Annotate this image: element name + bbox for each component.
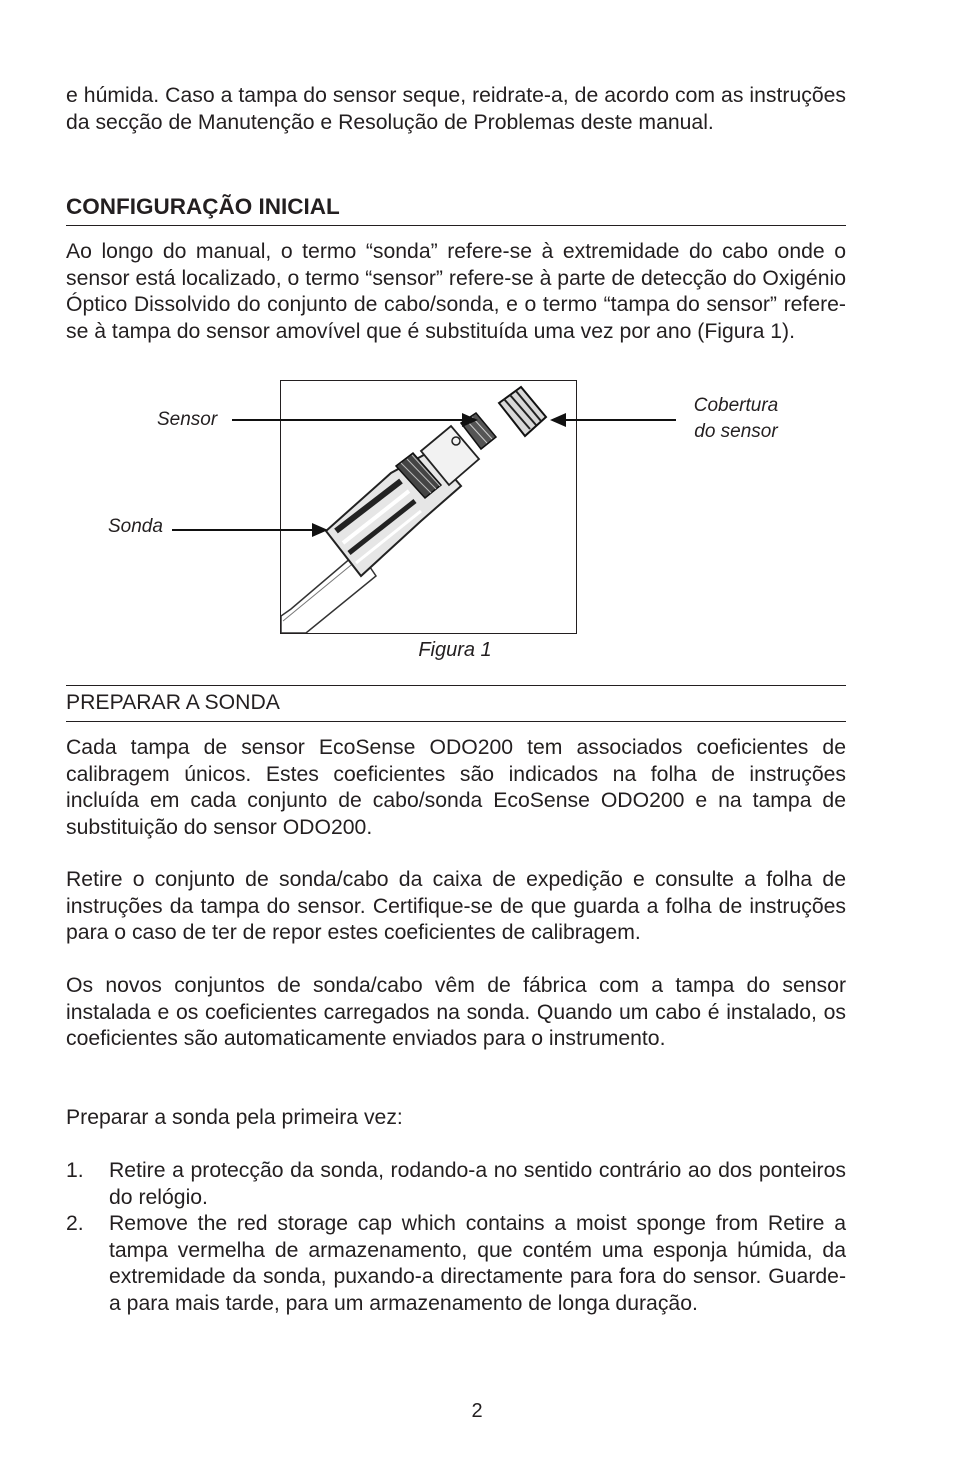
sensor-arrow-icon — [232, 410, 482, 430]
list-item — [66, 1211, 846, 1317]
section-heading: CONFIGURAÇÃO INICIAL — [66, 193, 846, 226]
label-sensor-cover-line2: do sensor — [694, 421, 778, 442]
paragraph-new-assemblies: Os novos conjuntos de sonda/cabo vêm de fábrica com a tampa do sensor instalada e os coeficientes carregados na sonda. Quando um cabo é instalado, os coeficientes são automaticamente enviados para o instrumento. — [66, 974, 846, 1050]
label-sonda: Sonda — [108, 516, 163, 537]
steps-list — [66, 1158, 846, 1317]
label-sensor-cover-line1: Cobertura — [693, 395, 779, 416]
step-number: 1. — [66, 1159, 84, 1182]
intro-paragraph: Ao longo do manual, o termo “sonda” refere-se à extremidade do cabo onde o sensor está localizado, o termo “sensor” refere-se à parte de detecção do Oxigénio Óptico Dissolvido do conjunto de cabo/sonda, e o termo “tampa do sensor” refere-se à tampa do sensor amovível que é substituída uma vez por ano (Figura 1). — [66, 240, 846, 343]
cover-arrow-icon — [548, 410, 678, 430]
label-sensor: Sensor — [157, 409, 218, 430]
step-text: Remove the red storage cap which contains a moist sponge from Retire a tampa vermelha de armazenamento, que contém uma esponja húmida, da extremidade da sonda, puxando-a directamente para fora do sensor. Guarde-a para mais tarde, para um armazenamento de longa duração. — [109, 1212, 846, 1315]
sonda-arrow-icon — [172, 520, 332, 540]
page-number: 2 — [471, 1400, 483, 1422]
figure-caption: Figura 1 — [418, 639, 492, 661]
paragraph-prepare-first-time: Preparar a sonda pela primeira vez: — [66, 1106, 403, 1129]
step-text: Retire a protecção da sonda, rodando-a no sentido contrário ao dos ponteiros do relógio. — [109, 1159, 846, 1209]
continuation-paragraph: e húmida. Caso a tampa do sensor seque, reidrate-a, de acordo com as instruções da secção de Manutenção e Resolução de Problemas deste manual. — [66, 84, 846, 134]
step-number: 2. — [66, 1212, 84, 1235]
subsection-heading: PREPARAR A SONDA — [66, 685, 846, 722]
paragraph-remove-assembly: Retire o conjunto de sonda/cabo da caixa de expedição e consulte a folha de instruções da tampa do sensor. Certifique-se de que guarda a folha de instruções para o caso de ter de repor estes coeficientes de calibragem. — [66, 868, 846, 944]
list-item — [66, 1158, 846, 1211]
paragraph-coefficients: Cada tampa de sensor EcoSense ODO200 tem associados coeficientes de calibragem únicos. Estes coeficientes são indicados na folha de instruções incluída em cada conjunto de cabo/sonda EcoSense ODO200 e na tampa de substituição do sensor ODO200. — [66, 736, 846, 839]
